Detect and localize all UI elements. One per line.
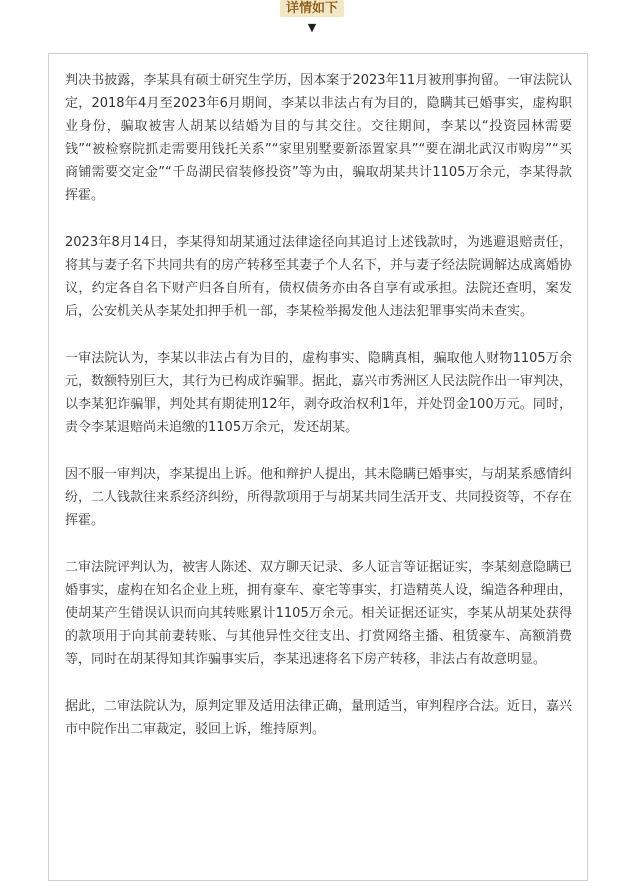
article-paragraph: 二审法院评判认为，被害人陈述、双方聊天记录、多人证言等证据证实，李某刻意隐瞒已婚事实，虚构在知名企业上班，拥有豪车、豪宅等事实，打造精英人设，编造各种理由，使胡某产生错误认识而向其转账累计1105万余元。相关证据还证实，李某从胡某处获得的款项用于向其前妻转账、与其他异性交往支出、打赏网络主播、租赁豪车、高额消费等，同时在胡某得知其诈骗事实后，李某迅速将名下房产转移，非法占有故意明显。	[65, 560, 573, 667]
section-heading: 详情如下	[280, 0, 344, 17]
article-paragraph: 判决书披露，李某具有硕士研究生学历，因本案于2023年11月被刑事拘留。一审法院认定，2018年4月至2023年6月期间，李某以非法占有为目的，隐瞒其已婚事实，虚构职业身份，骗取被害人胡某以结婚为目的与其交往。交往期间，李某以“投资园林需要钱”“被检察院抓走需要用钱托关系”“家里别墅要新添置家具”“要在湖北武汉市购房”“买商铺需要交定金”“千岛湖民宿装修投资”等为由，骗取胡某共计1105万余元，李某得款挥霍。	[65, 73, 572, 203]
article-card	[48, 53, 588, 881]
article-paragraph: 2023年8月14日，李某得知胡某通过法律途径向其追讨上述钱款时，为逃避退赔责任，将其与妻子名下共同共有的房产转移至其妻子个人名下，并与妻子经法院调解达成离婚协议，约定各自名下财产归各自所有，债权债务亦由各自享有或承担。法院还查明，案发后，公安机关从李某处扣押手机一部，李某检举揭发他人违法犯罪事实尚未查实。	[65, 235, 573, 319]
article-paragraph: 据此，二审法院认为，原判定罪及适用法律正确，量刑适当，审判程序合法。近日，嘉兴市中院作出二审裁定，驳回上诉，维持原判。	[65, 699, 573, 737]
article-paragraph: 一审法院认为，李某以非法占有为目的，虚构事实、隐瞒真相，骗取他人财物1105万余元，数额特别巨大，其行为已构成诈骗罪。据此，嘉兴市秀洲区人民法院作出一审判决，以李某犯诈骗罪，判处其有期徒刑12年，剥夺政治权利1年，并处罚金100万元。同时，责令李某退赔尚未追缴的1105万余元，发还胡某。	[65, 351, 573, 435]
article-paragraph: 因不服一审判决，李某提出上诉。他和辩护人提出，其未隐瞒已婚事实，与胡某系感情纠纷，二人钱款往来系经济纠纷，所得款项用于与胡某共同生活开支、共同投资等，不存在挥霍。	[65, 467, 573, 528]
down-triangle-icon: ▼	[307, 21, 317, 34]
